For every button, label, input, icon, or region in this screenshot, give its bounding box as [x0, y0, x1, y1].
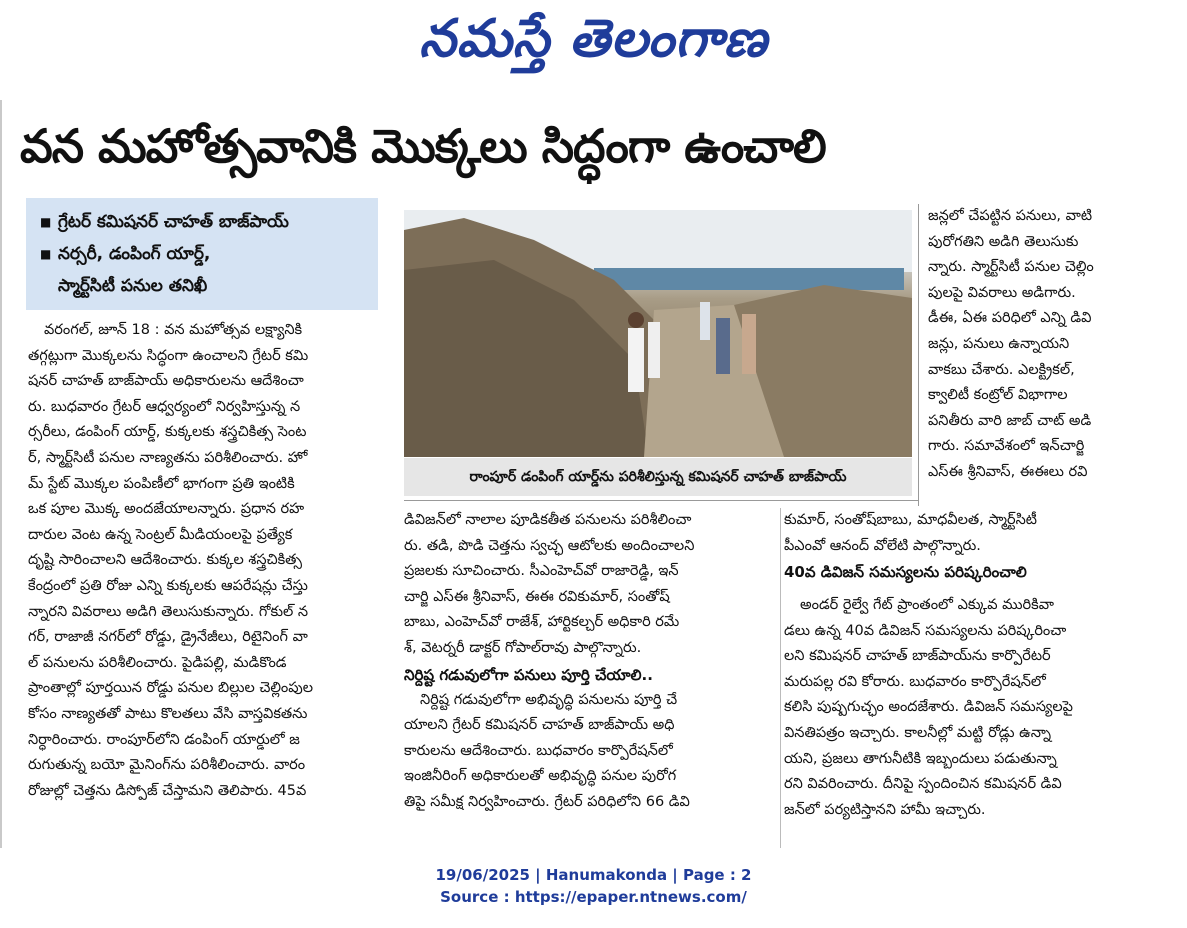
- person-head: [628, 312, 644, 328]
- article-column-3-lower: [784, 508, 1170, 588]
- newspaper-logo: నమస్తే తెలంగాణ: [419, 9, 768, 69]
- text-line: ఇంజినీరింగ్ అధికారులతో అభివృద్ధి పనుల పురోగ: [404, 768, 677, 785]
- text-line: డలు ఉన్న 40వ డివిజన్ సమస్యలను పరిష్కరించా: [784, 622, 1067, 639]
- text-line: ర్, స్మార్ట్‌సిటీ పనుల నాణ్యతను పరిశీలించారు. హో: [28, 449, 308, 466]
- footer-date-edition: 19/06/2025 | Hanumakonda | Page : 2: [435, 866, 752, 884]
- highlight-text: నర్సరీ, డంపింగ్ యార్డ్,: [58, 244, 211, 264]
- article-column-3: [928, 204, 1170, 560]
- subheading: నిర్దిష్ట గడువులోగా పనులు పూర్తి చేయాలి..: [404, 665, 653, 684]
- dumping-yard-photo-illustration: [404, 210, 912, 457]
- caption-divider: [404, 500, 918, 501]
- page-footer: [0, 864, 1187, 908]
- text-line: అండర్ రైల్వే గేట్ ప్రాంతంలో ఎక్కువ మురికివా: [800, 597, 1054, 613]
- headline: వన మహోత్సవానికి మొక్కలు సిద్ధంగా ఉంచాలి: [20, 119, 826, 173]
- highlight-text: గ్రేటర్ కమిషనర్ చాహత్ బాజ్‌పాయ్: [58, 212, 289, 232]
- text-line: న్నారు. స్మార్ట్‌సిటీ పనుల చెల్లిం: [928, 259, 1094, 276]
- column-divider: [780, 508, 781, 848]
- text-line: నిర్దిష్ట గడువులోగా అభివృద్ధి పనులను పూర్తి చే: [420, 691, 678, 708]
- text-line: గర్, రాజాజీ నగర్‌లో రోడ్డు, డ్రైనేజీలు, రిటైనింగ్ వా: [28, 629, 308, 646]
- text-line: డివిజన్‌లో నాలాల పూడికతీత పనులను పరిశీలించా: [404, 512, 692, 528]
- person-official: [716, 318, 730, 374]
- highlight-text: స్మార్ట్‌సిటీ పనుల తనిఖీ: [58, 276, 208, 296]
- text-line: పులపై వివరాలు అడిగారు.: [928, 284, 1076, 301]
- text-line: మ్ స్టేట్ మొక్కల పంపిణీలో భాగంగా ప్రతి ఇంటికి: [28, 475, 295, 492]
- text-line: యని, ప్రజలు తాగునీటికి ఇబ్బందులు పడుతున్నా: [784, 750, 1057, 767]
- text-line: ఎస్‌ఈ శ్రీనివాస్, ఈఈలు రవి: [928, 463, 1088, 480]
- text-line: క్వాలిటీ కంట్రోల్ విభాగాల: [928, 387, 1068, 404]
- text-line: లని కమిషనర్ చాహత్ బాజ్‌పాయ్‌ను కార్పొరేటర్: [784, 648, 1051, 665]
- article-column-3-continued: [784, 593, 1170, 848]
- article-photo: [404, 210, 912, 457]
- person-official: [700, 302, 710, 340]
- text-line: వినతిపత్రం ఇచ్చారు. కాలనీల్లో మట్టి రోడ్లు ఉన్నా: [784, 724, 1052, 741]
- text-line: రు. తడి, పొడి చెత్తను స్వచ్ఛ ఆటోలకు అందించాలని: [404, 537, 695, 554]
- bullet-icon: ■: [40, 215, 52, 229]
- text-line: ప్రజలకు సూచించారు. సీఎంహెచ్‌వో రాజారెడ్డి, ఇన్: [404, 563, 679, 580]
- text-line: దృష్టి సారించాలని ఆదేశించారు. కుక్కల శస్త్రచికిత్స: [28, 552, 303, 569]
- photo-caption: రాంపూర్ డంపింగ్ యార్డ్‌ను పరిశీలిస్తున్న కమిషనర్ చాహత్ బాజ్‌పాయ్: [404, 458, 912, 496]
- trucks: [594, 268, 904, 290]
- text-line: జన్లు, పనులు ఉన్నాయని: [928, 335, 1070, 352]
- highlight-item: [36, 270, 370, 302]
- highlight-item: [36, 206, 370, 238]
- text-line: పనితీరు వారి జాబ్ చాట్ అడి: [928, 412, 1092, 429]
- text-line: డీఈ, ఏఈ పరిధిలో ఎన్ని డివి: [928, 310, 1092, 327]
- text-line: తిపై సమీక్ష నిర్వహించారు. గ్రేటర్ పరిధిలోని 66 డివి: [404, 793, 690, 810]
- text-line: పీఎంవో ఆనంద్ వోలేటి పాల్గొన్నారు.: [784, 537, 981, 554]
- text-line: జన్లలో చేపట్టిన పనులు, వాటి: [928, 208, 1093, 224]
- footer-source-link[interactable]: Source : https://epaper.ntnews.com/: [440, 888, 747, 906]
- text-line: నిర్ధారించారు. రాంపూర్‌లోని డంపింగ్ యార్డులో జ: [28, 731, 300, 748]
- text-line: యాలని గ్రేటర్ కమిషనర్ చాహత్ బాజ్‌పాయ్ అధి: [404, 717, 675, 734]
- subheading: 40వ డివిజన్ సమస్యలను పరిష్కరించాలి: [784, 563, 1027, 582]
- text-line: రు. బుధవారం గ్రేటర్ ఆధ్వర్యంలో నిర్వహిస్తున్న న: [28, 398, 301, 415]
- text-line: తగ్గట్లుగా మొక్కలను సిద్ధంగా ఉంచాలని గ్రేటర్ కమి: [28, 347, 309, 364]
- text-line: శ్, వెటర్నరీ డాక్టర్ గోపాల్‌రావు పాల్గొన్నారు.: [404, 639, 642, 656]
- text-line: ల్ పనులను పరిశీలించారు. పైడిపల్లి, మడికొండ: [28, 654, 287, 671]
- text-line: పురోగతిని అడిగి తెలుసుకు: [928, 233, 1079, 250]
- column-divider: [918, 204, 919, 506]
- text-line: దారుల వెంట ఉన్న సెంట్రల్ మీడియంలపై ప్రత్యేక: [28, 526, 293, 543]
- text-line: చార్జి ఎస్‌ఈ శ్రీనివాస్, ఈఈ రవికుమార్, సంతోష్: [404, 588, 670, 605]
- text-line: ర్సరీలు, డంపింగ్ యార్డ్, కుక్కలకు శస్త్రచికిత్స సెంట: [28, 424, 307, 441]
- highlights-box: [26, 198, 378, 310]
- text-line: కోసం నాణ్యతతో పాటు కొలతలు వేసి వాస్తవికతను: [28, 705, 308, 722]
- text-line: మరుపల్ల రవి కోరారు. బుధవారం కార్పొరేషన్‌లో: [784, 673, 1046, 690]
- text-line: కుమార్, సంతోష్‌బాబు, మాధవీలత, స్మార్ట్‌సిటీ: [784, 512, 1037, 528]
- highlight-item: [36, 238, 370, 270]
- text-line: వరంగల్, జూన్ 18 : వన మహోత్సవ లక్ష్యానికి: [44, 322, 303, 338]
- person-official: [742, 314, 756, 374]
- person-commissioner: [628, 328, 644, 392]
- text-line: ఒక పూల మొక్క అందజేయాలన్నారు. ప్రధాన రహ: [28, 501, 305, 518]
- text-line: బాబు, ఎంహెచ్‌వో రాజేశ్, హార్టికల్చర్ అధికారి రమే: [404, 614, 680, 631]
- text-line: గారు. సమావేశంలో ఇన్‌చార్జి: [928, 438, 1085, 455]
- text-line: ప్రాంతాల్లో పూర్తయిన రోడ్డు పనుల బిల్లుల చెల్లింపుల: [28, 680, 313, 697]
- text-line: జన్‌లో పర్యటిస్తానని హామీ ఇచ్చారు.: [784, 801, 986, 818]
- text-line: రోజుల్లో చెత్తను డిస్పోజ్ చేస్తామని తెలిపారు. 45వ: [28, 782, 307, 799]
- text-line: రని వివరించారు. దీనిపై స్పందించిన కమిషనర్ డివి: [784, 776, 1062, 793]
- masthead: [0, 0, 1187, 86]
- text-line: న్నారని వివరాలు అడిగి తెలుసుకున్నారు. గోకుల్ న: [28, 603, 309, 620]
- text-line: కేంద్రంలో ప్రతి రోజు ఎన్ని కుక్కలకు ఆపరేషన్లు చేస్తు: [28, 577, 308, 594]
- text-line: షనర్ చాహత్ బాజ్‌పాయ్ అధికారులను ఆదేశించా: [28, 373, 304, 390]
- text-line: వాకబు చేశారు. ఎలక్ట్రికల్,: [928, 361, 1075, 378]
- person-official: [648, 322, 660, 378]
- text-line: రుగుతున్న బయో మైనింగ్‌ను పరిశీలించారు. వారం: [28, 757, 306, 774]
- article-column-1: [28, 318, 380, 848]
- text-line: కలిసి పుష్పగుచ్ఛం అందజేశారు. డివిజన్ సమస్యలపై: [784, 699, 1073, 716]
- article-column-2: [404, 508, 776, 848]
- text-line: కారులను ఆదేశించారు. బుధవారం కార్పొరేషన్‌లో: [404, 742, 673, 759]
- bullet-icon: ■: [40, 247, 52, 261]
